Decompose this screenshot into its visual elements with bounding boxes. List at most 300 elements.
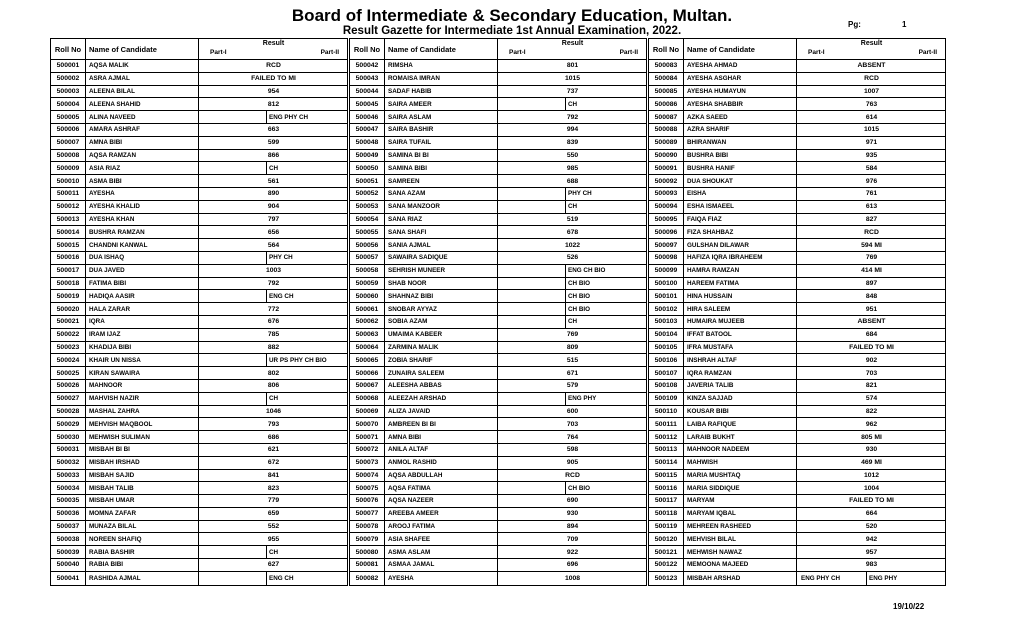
result-value: 890 bbox=[267, 190, 280, 198]
candidate-name: AMARA ASHRAF bbox=[86, 124, 199, 136]
header-result-label: Result bbox=[262, 40, 285, 47]
candidate-name: SANA RIAZ bbox=[385, 214, 498, 226]
table-header bbox=[649, 39, 945, 60]
candidate-name: SHAB NOOR bbox=[385, 278, 498, 290]
candidate-name: AMNA BIBI bbox=[385, 431, 498, 443]
roll-number: 500089 bbox=[649, 137, 684, 149]
candidate-name: EISHA bbox=[684, 188, 797, 200]
table-row bbox=[649, 431, 945, 444]
candidate-name: MOMNA ZAFAR bbox=[86, 508, 199, 520]
result-value: 935 bbox=[865, 151, 878, 159]
roll-number: 500028 bbox=[51, 406, 86, 418]
header-roll-no: Roll No bbox=[51, 39, 86, 59]
candidate-name: MAHVISH NAZIR bbox=[86, 393, 199, 405]
table-row bbox=[51, 521, 347, 534]
table-row bbox=[51, 137, 347, 150]
roll-number: 500080 bbox=[350, 546, 385, 558]
candidate-name: SAWAIRA SADIQUE bbox=[385, 252, 498, 264]
roll-number: 500096 bbox=[649, 226, 684, 238]
roll-number: 500019 bbox=[51, 290, 86, 302]
table-row bbox=[51, 470, 347, 483]
table-row bbox=[649, 329, 945, 342]
result-value: 678 bbox=[566, 228, 579, 236]
result-value: 801 bbox=[566, 62, 579, 70]
candidate-name: HUMAIRA MUJEEB bbox=[684, 316, 797, 328]
result-value: 951 bbox=[865, 305, 878, 313]
table-row bbox=[649, 137, 945, 150]
result-value: 822 bbox=[865, 407, 878, 415]
candidate-name: RIMSHA bbox=[385, 60, 498, 72]
table-row bbox=[350, 239, 646, 252]
result-value: 1046 bbox=[265, 407, 282, 415]
result-value: 772 bbox=[267, 305, 280, 313]
table-row bbox=[649, 278, 945, 291]
candidate-name: SANA AZAM bbox=[385, 188, 498, 200]
table-row bbox=[51, 111, 347, 124]
result-value: 696 bbox=[566, 561, 579, 569]
roll-number: 500123 bbox=[649, 572, 684, 585]
table-row bbox=[649, 303, 945, 316]
roll-number: 500007 bbox=[51, 137, 86, 149]
result-value: 805 MI bbox=[861, 433, 882, 441]
result-value: 957 bbox=[865, 548, 878, 556]
candidate-name: HAFIZA IQRA IBRAHEEM bbox=[684, 252, 797, 264]
candidate-name: LARAIB BUKHT bbox=[684, 431, 797, 443]
roll-number: 500072 bbox=[350, 444, 385, 456]
table-row bbox=[649, 533, 945, 546]
candidate-name: INSHRAH ALTAF bbox=[684, 354, 797, 366]
table-row bbox=[350, 354, 646, 367]
candidate-name: MAHWISH bbox=[684, 457, 797, 469]
result-value: 971 bbox=[865, 139, 878, 147]
table-row bbox=[51, 265, 347, 278]
result-value: 922 bbox=[566, 548, 579, 556]
result-value: 1015 bbox=[564, 75, 581, 83]
result-value: 709 bbox=[566, 535, 579, 543]
result-value: 600 bbox=[566, 407, 579, 415]
roll-number: 500068 bbox=[350, 393, 385, 405]
table-row bbox=[51, 393, 347, 406]
roll-number: 500105 bbox=[649, 342, 684, 354]
roll-number: 500054 bbox=[350, 214, 385, 226]
candidate-name: FATIMA BIBI bbox=[86, 278, 199, 290]
candidate-name: MEMOONA MAJEED bbox=[684, 559, 797, 571]
result-value: 792 bbox=[566, 113, 579, 121]
candidate-name: MUNAZA BILAL bbox=[86, 521, 199, 533]
table-row bbox=[649, 418, 945, 431]
result-value: 469 MI bbox=[861, 459, 882, 467]
roll-number: 500085 bbox=[649, 86, 684, 98]
roll-number: 500074 bbox=[350, 470, 385, 482]
table-row bbox=[51, 482, 347, 495]
table-row bbox=[51, 572, 347, 585]
roll-number: 500051 bbox=[350, 175, 385, 187]
roll-number: 500029 bbox=[51, 418, 86, 430]
candidate-name: MARYAM bbox=[684, 495, 797, 507]
candidate-name: KHADIJA BIBI bbox=[86, 342, 199, 354]
result-table-1 bbox=[50, 38, 348, 586]
compartment-subjects: CH BIO bbox=[565, 278, 646, 290]
result-value: 902 bbox=[865, 356, 878, 364]
candidate-name: ZOBIA SHARIF bbox=[385, 354, 498, 366]
compartment-subjects: CH bbox=[565, 98, 646, 110]
roll-number: 500109 bbox=[649, 393, 684, 405]
candidate-name: SNOBAR AYYAZ bbox=[385, 303, 498, 315]
compartment-subjects: CH BIO bbox=[565, 482, 646, 494]
roll-number: 500015 bbox=[51, 239, 86, 251]
result-value: RCD bbox=[864, 75, 879, 83]
table-row bbox=[649, 265, 945, 278]
candidate-name: ESHA ISMAEEL bbox=[684, 201, 797, 213]
table-row bbox=[649, 444, 945, 457]
compartment-subjects: ENG CH bbox=[266, 290, 347, 302]
roll-number: 500062 bbox=[350, 316, 385, 328]
roll-number: 500004 bbox=[51, 98, 86, 110]
result-value: 519 bbox=[566, 215, 579, 223]
table-row bbox=[649, 226, 945, 239]
roll-number: 500002 bbox=[51, 73, 86, 85]
header-part-2: Part-II bbox=[619, 49, 638, 56]
table-row bbox=[51, 406, 347, 419]
candidate-name: ASMA ASLAM bbox=[385, 546, 498, 558]
table-row bbox=[350, 188, 646, 201]
result-value: 1012 bbox=[863, 471, 880, 479]
header-part-1: Part-I bbox=[509, 49, 526, 56]
result-value: 985 bbox=[566, 164, 579, 172]
roll-number: 500117 bbox=[649, 495, 684, 507]
result-value: RCD bbox=[565, 471, 580, 479]
table-row bbox=[649, 457, 945, 470]
roll-number: 500115 bbox=[649, 470, 684, 482]
result-value: 659 bbox=[267, 510, 280, 518]
table-row bbox=[51, 559, 347, 572]
result-value: 688 bbox=[566, 177, 579, 185]
table-row bbox=[350, 175, 646, 188]
result-table-3 bbox=[648, 38, 946, 586]
result-value: 905 bbox=[566, 459, 579, 467]
result-value: 793 bbox=[267, 420, 280, 428]
candidate-name: ANILA ALTAF bbox=[385, 444, 498, 456]
roll-number: 500111 bbox=[649, 418, 684, 430]
candidate-name: SANA MANZOOR bbox=[385, 201, 498, 213]
table-row bbox=[649, 342, 945, 355]
candidate-name: FIZA SHAHBAZ bbox=[684, 226, 797, 238]
result-value: 1022 bbox=[564, 241, 581, 249]
result-value: 769 bbox=[865, 254, 878, 262]
part-2-subjects: ENG PHY bbox=[866, 572, 945, 585]
roll-number: 500070 bbox=[350, 418, 385, 430]
candidate-name: AZRA SHARIF bbox=[684, 124, 797, 136]
candidate-name: AMBREEN BI BI bbox=[385, 418, 498, 430]
result-value: 976 bbox=[865, 177, 878, 185]
candidate-name: DUA SHOUKAT bbox=[684, 175, 797, 187]
result-value: 904 bbox=[267, 203, 280, 211]
table-row bbox=[649, 111, 945, 124]
result-table-2 bbox=[349, 38, 647, 586]
roll-number: 500039 bbox=[51, 546, 86, 558]
candidate-name: SAMREEN bbox=[385, 175, 498, 187]
result-value: 1003 bbox=[265, 267, 282, 275]
result-value: 663 bbox=[267, 126, 280, 134]
roll-number: 500078 bbox=[350, 521, 385, 533]
table-row bbox=[350, 444, 646, 457]
roll-number: 500013 bbox=[51, 214, 86, 226]
candidate-name: BUSHRA BIBI bbox=[684, 150, 797, 162]
candidate-name: MARIA SIDDIQUE bbox=[684, 482, 797, 494]
roll-number: 500037 bbox=[51, 521, 86, 533]
roll-number: 500114 bbox=[649, 457, 684, 469]
candidate-name: MISBAH ARSHAD bbox=[684, 572, 797, 585]
result-value: 983 bbox=[865, 561, 878, 569]
header-roll-no: Roll No bbox=[649, 39, 684, 59]
roll-number: 500119 bbox=[649, 521, 684, 533]
roll-number: 500038 bbox=[51, 533, 86, 545]
roll-number: 500011 bbox=[51, 188, 86, 200]
roll-number: 500031 bbox=[51, 444, 86, 456]
roll-number: 500065 bbox=[350, 354, 385, 366]
candidate-name: AMNA BIBI bbox=[86, 137, 199, 149]
roll-number: 500113 bbox=[649, 444, 684, 456]
result-value: 703 bbox=[566, 420, 579, 428]
result-value: 839 bbox=[566, 139, 579, 147]
compartment-subjects: CH bbox=[565, 201, 646, 213]
table-row bbox=[350, 533, 646, 546]
roll-number: 500034 bbox=[51, 482, 86, 494]
result-value: 579 bbox=[566, 382, 579, 390]
candidate-name: AROOJ FATIMA bbox=[385, 521, 498, 533]
result-value: 894 bbox=[566, 523, 579, 531]
table-row bbox=[350, 290, 646, 303]
candidate-name: ASRA AJMAL bbox=[86, 73, 199, 85]
candidate-name: ASMA BIBI bbox=[86, 175, 199, 187]
table-row bbox=[649, 86, 945, 99]
roll-number: 500082 bbox=[350, 572, 385, 585]
roll-number: 500107 bbox=[649, 367, 684, 379]
roll-number: 500044 bbox=[350, 86, 385, 98]
roll-number: 500118 bbox=[649, 508, 684, 520]
candidate-name: BHIRANWAN bbox=[684, 137, 797, 149]
header-result-label: Result bbox=[561, 40, 584, 47]
candidate-name: SAIRA ASLAM bbox=[385, 111, 498, 123]
table-row bbox=[350, 150, 646, 163]
roll-number: 500064 bbox=[350, 342, 385, 354]
candidate-name: ALEESHA ABBAS bbox=[385, 380, 498, 392]
result-value: 841 bbox=[267, 471, 280, 479]
candidate-name: SAIRA BASHIR bbox=[385, 124, 498, 136]
result-value: 897 bbox=[865, 279, 878, 287]
roll-number: 500061 bbox=[350, 303, 385, 315]
table-row bbox=[350, 572, 646, 585]
candidate-name: BUSHRA RAMZAN bbox=[86, 226, 199, 238]
roll-number: 500050 bbox=[350, 162, 385, 174]
roll-number: 500059 bbox=[350, 278, 385, 290]
header-result bbox=[200, 39, 347, 59]
table-row bbox=[350, 124, 646, 137]
roll-number: 500017 bbox=[51, 265, 86, 277]
table-row bbox=[649, 188, 945, 201]
candidate-name: AQSA NAZEER bbox=[385, 495, 498, 507]
candidate-name: MEHWISH NAWAZ bbox=[684, 546, 797, 558]
compartment-subjects: ENG PHY bbox=[565, 393, 646, 405]
table-row bbox=[51, 354, 347, 367]
header-result bbox=[499, 39, 646, 59]
result-value: 703 bbox=[865, 369, 878, 377]
roll-number: 500102 bbox=[649, 303, 684, 315]
table-row bbox=[51, 303, 347, 316]
roll-number: 500058 bbox=[350, 265, 385, 277]
table-row bbox=[649, 290, 945, 303]
candidate-name: HALA ZARAR bbox=[86, 303, 199, 315]
roll-number: 500033 bbox=[51, 470, 86, 482]
result-value: 797 bbox=[267, 215, 280, 223]
roll-number: 500081 bbox=[350, 559, 385, 571]
candidate-name: IFFAT BATOOL bbox=[684, 329, 797, 341]
candidate-name: SAMINA BIBI bbox=[385, 162, 498, 174]
candidate-name: MAHNOOR NADEEM bbox=[684, 444, 797, 456]
roll-number: 500075 bbox=[350, 482, 385, 494]
compartment-subjects: CH bbox=[266, 546, 347, 558]
table-row bbox=[350, 137, 646, 150]
table-row bbox=[649, 214, 945, 227]
candidate-name: SADAF HABIB bbox=[385, 86, 498, 98]
header-name: Name of Candidate bbox=[86, 39, 199, 59]
table-row bbox=[350, 342, 646, 355]
roll-number: 500116 bbox=[649, 482, 684, 494]
table-row bbox=[350, 406, 646, 419]
roll-number: 500090 bbox=[649, 150, 684, 162]
result-value: 930 bbox=[566, 510, 579, 518]
candidate-name: UMAIMA KABEER bbox=[385, 329, 498, 341]
roll-number: 500025 bbox=[51, 367, 86, 379]
result-value: RCD bbox=[864, 228, 879, 236]
roll-number: 500087 bbox=[649, 111, 684, 123]
table-row bbox=[51, 457, 347, 470]
result-value: 802 bbox=[267, 369, 280, 377]
table-row bbox=[649, 559, 945, 572]
part-1-subjects: ENG PHY CH bbox=[801, 574, 841, 582]
table-row bbox=[350, 265, 646, 278]
roll-number: 500106 bbox=[649, 354, 684, 366]
table-row bbox=[51, 73, 347, 86]
roll-number: 500076 bbox=[350, 495, 385, 507]
table-row bbox=[649, 354, 945, 367]
candidate-name: AYESHA SHABBIR bbox=[684, 98, 797, 110]
result-value: 769 bbox=[566, 331, 579, 339]
roll-number: 500046 bbox=[350, 111, 385, 123]
candidate-name: ASIA RIAZ bbox=[86, 162, 199, 174]
roll-number: 500047 bbox=[350, 124, 385, 136]
table-row bbox=[51, 226, 347, 239]
table-row bbox=[649, 201, 945, 214]
candidate-name: ASIA SHAFEE bbox=[385, 533, 498, 545]
compartment-subjects: ENG PHY CH bbox=[266, 111, 347, 123]
table-row bbox=[350, 214, 646, 227]
result-value: 882 bbox=[267, 343, 280, 351]
table-row bbox=[350, 482, 646, 495]
table-row bbox=[51, 508, 347, 521]
roll-number: 500041 bbox=[51, 572, 86, 585]
roll-number: 500101 bbox=[649, 290, 684, 302]
roll-number: 500063 bbox=[350, 329, 385, 341]
roll-number: 500084 bbox=[649, 73, 684, 85]
result-value: 584 bbox=[865, 164, 878, 172]
roll-number: 500110 bbox=[649, 406, 684, 418]
roll-number: 500103 bbox=[649, 316, 684, 328]
candidate-name: DUA ISHAQ bbox=[86, 252, 199, 264]
result-value: 812 bbox=[267, 100, 280, 108]
table-row bbox=[51, 495, 347, 508]
roll-number: 500067 bbox=[350, 380, 385, 392]
roll-number: 500112 bbox=[649, 431, 684, 443]
candidate-name: FAIQA FIAZ bbox=[684, 214, 797, 226]
table-row bbox=[649, 521, 945, 534]
result-value: 676 bbox=[267, 318, 280, 326]
table-row bbox=[649, 508, 945, 521]
roll-number: 500095 bbox=[649, 214, 684, 226]
roll-number: 500008 bbox=[51, 150, 86, 162]
result-value: 614 bbox=[865, 113, 878, 121]
roll-number: 500099 bbox=[649, 265, 684, 277]
table-row bbox=[51, 546, 347, 559]
candidate-name: SANA SHAFI bbox=[385, 226, 498, 238]
table-row bbox=[649, 380, 945, 393]
result-value: 552 bbox=[267, 523, 280, 531]
roll-number: 500094 bbox=[649, 201, 684, 213]
header-name: Name of Candidate bbox=[684, 39, 797, 59]
result-value: 515 bbox=[566, 356, 579, 364]
table-row bbox=[350, 367, 646, 380]
roll-number: 500043 bbox=[350, 73, 385, 85]
table-row bbox=[51, 98, 347, 111]
candidate-name: RABIA BIBI bbox=[86, 559, 199, 571]
candidate-name: MAHNOOR bbox=[86, 380, 199, 392]
roll-number: 500098 bbox=[649, 252, 684, 264]
candidate-name: AYESHA bbox=[86, 188, 199, 200]
roll-number: 500088 bbox=[649, 124, 684, 136]
result-value: 1007 bbox=[863, 87, 880, 95]
roll-number: 500120 bbox=[649, 533, 684, 545]
result-value: 671 bbox=[566, 369, 579, 377]
roll-number: 500077 bbox=[350, 508, 385, 520]
roll-number: 500100 bbox=[649, 278, 684, 290]
result-value: 1008 bbox=[564, 574, 581, 582]
table-row bbox=[649, 162, 945, 175]
candidate-name: ZARMINA MALIK bbox=[385, 342, 498, 354]
candidate-name: HIRA SALEEM bbox=[684, 303, 797, 315]
roll-number: 500083 bbox=[649, 60, 684, 72]
roll-number: 500003 bbox=[51, 86, 86, 98]
table-row bbox=[350, 470, 646, 483]
table-row bbox=[51, 201, 347, 214]
candidate-name: MARIA MUSHTAQ bbox=[684, 470, 797, 482]
candidate-name: KHAIR UN NISSA bbox=[86, 354, 199, 366]
candidate-name: MEHVISH BILAL bbox=[684, 533, 797, 545]
header-name: Name of Candidate bbox=[385, 39, 498, 59]
compartment-subjects: UR PS PHY CH BIO bbox=[266, 354, 347, 366]
roll-number: 500023 bbox=[51, 342, 86, 354]
result-value: 1015 bbox=[863, 126, 880, 134]
roll-number: 500060 bbox=[350, 290, 385, 302]
candidate-name: AYESHA ASGHAR bbox=[684, 73, 797, 85]
table-row bbox=[51, 175, 347, 188]
candidate-name: MISBAH IRSHAD bbox=[86, 457, 199, 469]
candidate-name: AQSA FATIMA bbox=[385, 482, 498, 494]
roll-number: 500027 bbox=[51, 393, 86, 405]
table-row bbox=[51, 444, 347, 457]
table-row bbox=[350, 162, 646, 175]
roll-number: 500052 bbox=[350, 188, 385, 200]
table-row bbox=[350, 252, 646, 265]
